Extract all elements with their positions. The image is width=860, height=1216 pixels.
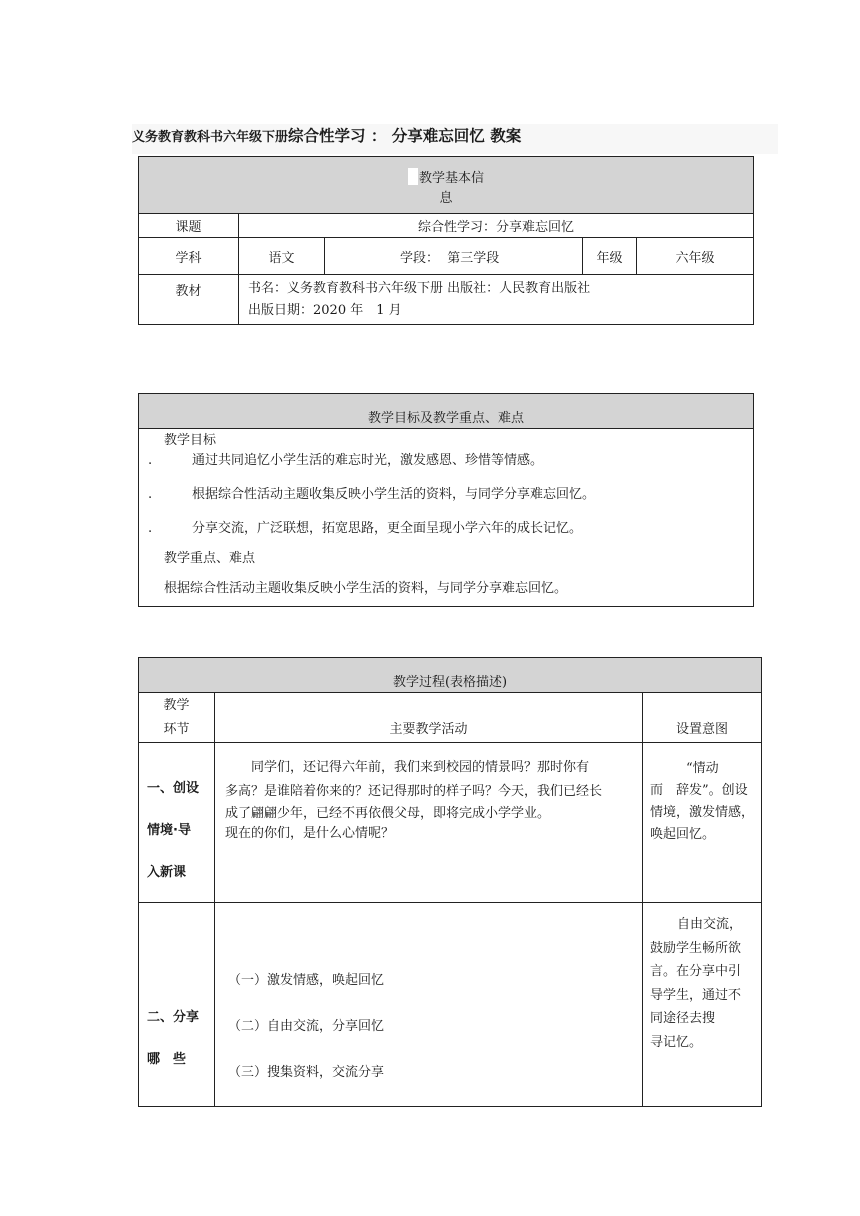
activity-cell-1 bbox=[215, 743, 643, 903]
activity-line: 现在的你们，是什么心情呢？ bbox=[225, 826, 395, 841]
activity-cell-2 bbox=[215, 903, 643, 1107]
stage-cell bbox=[325, 238, 583, 275]
intent-line: 导学生，通过不 bbox=[650, 987, 742, 1003]
objectives-body bbox=[139, 429, 754, 607]
goal-item bbox=[139, 452, 753, 470]
stage-line: 二、分享 bbox=[147, 1010, 200, 1025]
goal-text: 根据综合性活动主题收集反映小学生活的资料，与同学分享难忘回忆。 bbox=[192, 487, 596, 502]
stage-cell-1 bbox=[139, 743, 215, 903]
textbook-value bbox=[239, 275, 754, 325]
stage-cell-2 bbox=[139, 903, 215, 1107]
col-stage-header-line2: 环节 bbox=[163, 721, 190, 737]
goal-bullet: . bbox=[148, 453, 153, 468]
document-title bbox=[132, 124, 778, 154]
basic-info-header-line2: 息 bbox=[439, 190, 453, 206]
title-main: 综合性学习 ： 分享难忘回忆 教案 bbox=[288, 127, 522, 145]
basic-info-table bbox=[138, 156, 754, 325]
process-table bbox=[138, 657, 762, 1107]
objectives-header: 教学目标及教学重点、难点 bbox=[139, 394, 754, 429]
goal-bullet: . bbox=[148, 487, 153, 502]
activity-line: 多高？是谁陪着你来的？还记得那时的样子吗？今天，我们已经长 bbox=[225, 784, 603, 799]
stage-line: 入新课 bbox=[147, 865, 187, 880]
grade-label: 年级 bbox=[583, 238, 637, 275]
objectives-table bbox=[138, 393, 754, 607]
topic-label: 课题 bbox=[139, 214, 239, 238]
grade-value: 六年级 bbox=[637, 238, 754, 275]
process-header: 教学过程(表格描述) bbox=[139, 658, 762, 693]
intent-line: 言。在分享中引 bbox=[650, 964, 742, 979]
col-stage-header-line1: 教学 bbox=[163, 697, 190, 713]
textbook-line-1: 书名：义务教育教科书六年级下册 出版社：人民教育出版社 bbox=[248, 281, 591, 296]
intent-line: 而 辞发”。创设 bbox=[650, 783, 748, 798]
activity-line: （二）自由交流，分享回忆 bbox=[228, 1019, 385, 1034]
goal-bullet: . bbox=[148, 521, 153, 536]
stage-value: 第三学段 bbox=[447, 250, 500, 266]
intent-line: 寻记忆。 bbox=[650, 1034, 703, 1050]
key-title: 教学重点、难点 bbox=[164, 551, 256, 566]
activity-line: （三）搜集资料，交流分享 bbox=[228, 1065, 385, 1080]
textbook-label: 教材 bbox=[139, 275, 239, 325]
basic-info-header-line1: 教学基本信 bbox=[419, 170, 485, 186]
key-text: 根据综合性活动主题收集反映小学生活的资料，与同学分享难忘回忆。 bbox=[164, 581, 568, 596]
goal-item bbox=[139, 520, 753, 538]
intent-line: “情动 bbox=[686, 761, 719, 776]
intent-line: 同途径去搜 bbox=[650, 1011, 716, 1026]
goal-item bbox=[139, 486, 753, 504]
intent-line: 情境，激发情感， bbox=[650, 805, 755, 820]
stage-line: 哪 些 bbox=[147, 1052, 187, 1067]
intent-line: 唤起回忆。 bbox=[650, 827, 716, 842]
goal-text: 分享交流，广泛联想，拓宽思路，更全面呈现小学六年的成长记忆。 bbox=[192, 521, 583, 536]
subject-value: 语文 bbox=[239, 238, 325, 275]
activity-line: 同学们，还记得六年前，我们来到校园的情景吗？那时你有 bbox=[225, 760, 590, 775]
col-stage-header bbox=[139, 693, 215, 743]
stage-line: 情境·导 bbox=[147, 823, 191, 838]
intent-line: 自由交流， bbox=[664, 917, 743, 932]
intent-cell-1 bbox=[643, 743, 762, 903]
basic-info-header bbox=[139, 157, 754, 214]
title-prefix: 义务教育教科书六年级下册 bbox=[132, 130, 289, 145]
intent-line: 鼓励学生畅所欲 bbox=[650, 940, 742, 956]
activity-line: 成了翩翩少年，已经不再依偎父母，即将完成小学学业。 bbox=[225, 806, 551, 821]
activity-line: （一）激发情感，唤起回忆 bbox=[228, 973, 385, 988]
col-activity-header: 主要教学活动 bbox=[215, 693, 643, 743]
stage-label: 学段： bbox=[400, 250, 440, 266]
highlight-mark bbox=[408, 168, 418, 185]
textbook-line-2: 出版日期：2020 年 1 月 bbox=[248, 303, 402, 318]
goals-title: 教学目标 bbox=[164, 433, 217, 448]
goal-text: 通过共同追忆小学生活的难忘时光，激发感恩、珍惜等情感。 bbox=[192, 453, 544, 468]
intent-cell-2 bbox=[643, 903, 762, 1107]
topic-value: 综合性学习：分享难忘回忆 bbox=[239, 214, 754, 238]
stage-line: 一、创设 bbox=[147, 781, 200, 796]
subject-label: 学科 bbox=[139, 238, 239, 275]
col-intent-header: 设置意图 bbox=[643, 693, 762, 743]
